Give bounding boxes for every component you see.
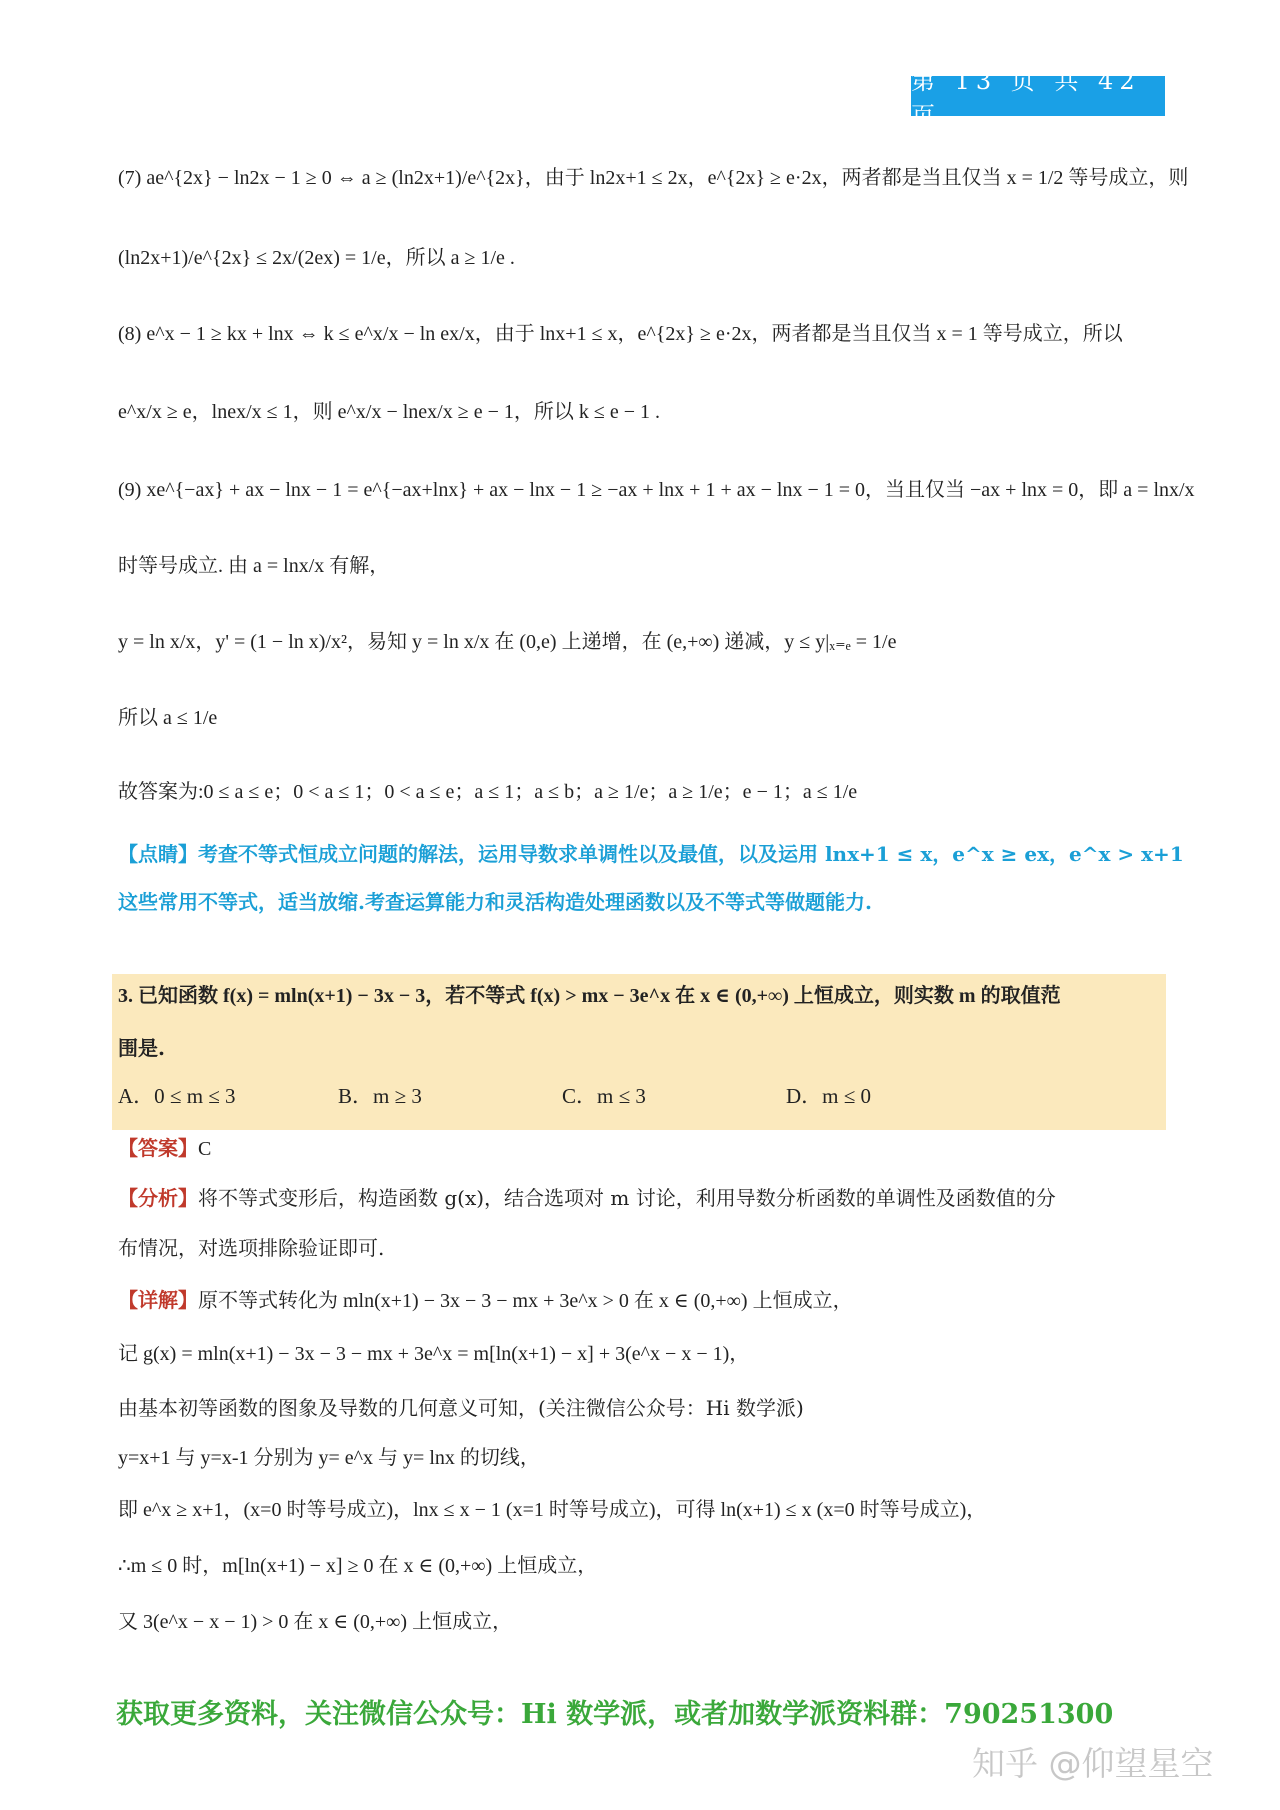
option-b: B．m ≥ 3 <box>338 1084 422 1108</box>
solution-line-9: (9) xe^{−ax} + ax − lnx − 1 = e^{−ax+lnx} + ax − lnx − 1 ≥ −ax + lnx + 1 + ax − lnx − 1 = 0，当且仅当 −ax + lnx = 0，即 a = lnx/x <box>118 479 1195 501</box>
detail-line-6: ∴m ≤ 0 时，m[ln(x+1) − x] ≥ 0 在 x ∈ (0,+∞) 上恒成立， <box>118 1555 598 1577</box>
detail-line-5: 即 e^x ≥ x+1，(x=0 时等号成立)，lnx ≤ x − 1 (x=1 时等号成立)，可得 ln(x+1) ≤ x (x=0 时等号成立)， <box>118 1499 987 1521</box>
page-number-badge: 第 13 页 共 42 页 <box>911 76 1165 116</box>
detail-line-2: 记 g(x) = mln(x+1) − 3x − 3 − mx + 3e^x = m[ln(x+1) − x] + 3(e^x − x − 1)， <box>118 1343 750 1365</box>
option-d: D．m ≤ 0 <box>786 1084 872 1108</box>
option-c: C．m ≤ 3 <box>562 1084 646 1108</box>
analysis-text-cont: 布情况，对选项排除验证即可. <box>118 1236 385 1260</box>
answer-label: 【答案】 <box>118 1136 198 1160</box>
key-point-note: 【点睛】考查不等式恒成立问题的解法，运用导数求单调性以及最值，以及运用 lnx+1 ≤ x，e^x ≥ ex，e^x > x+1 <box>118 842 1184 866</box>
detail-label: 【详解】 <box>118 1288 198 1312</box>
answer-summary: 故答案为:0 ≤ a ≤ e；0 < a ≤ 1；0 < a ≤ e；a ≤ 1；a ≤ b；a ≥ 1/e；a ≥ 1/e；e − 1；a ≤ 1/e <box>118 781 858 803</box>
question-3-stem-cont: 围是. <box>118 1036 165 1060</box>
analysis-label: 【分析】 <box>118 1186 198 1210</box>
detail-line-3: 由基本初等函数的图象及导数的几何意义可知，(关注微信公众号：Hi 数学派) <box>118 1396 804 1420</box>
solution-line-7: (7) ae^{2x} − ln2x − 1 ≥ 0 ⇔ a ≥ (ln2x+1)/e^{2x}，由于 ln2x+1 ≤ 2x，e^{2x} ≥ e·2x，两者都是当且仅当 x = 1/2 等号成立，则 <box>118 167 1189 189</box>
detail-line-7: 又 3(e^x − x − 1) > 0 在 x ∈ (0,+∞) 上恒成立， <box>118 1611 513 1633</box>
solution-line-8-cont: e^x/x ≥ e，lnex/x ≤ 1，则 e^x/x − lnex/x ≥ e − 1，所以 k ≤ e − 1 . <box>118 401 660 423</box>
detail-text: 原不等式转化为 mln(x+1) − 3x − 3 − mx + 3e^x > 0 在 x ∈ (0,+∞) 上恒成立， <box>198 1290 853 1312</box>
answer-value: C <box>198 1138 212 1160</box>
answer-row <box>118 1134 211 1163</box>
analysis-text: 将不等式变形后，构造函数 g(x)，结合选项对 m 讨论，利用导数分析函数的单调性及函数值的分 <box>198 1186 1056 1210</box>
watermark: 知乎 @仰望星空 <box>972 1744 1214 1783</box>
analysis-row <box>118 1184 1056 1212</box>
derivative-line: y = ln x/x，y' = (1 − ln x)/x²，易知 y = ln x/x 在 (0,e) 上递增，在 (e,+∞) 递减，y ≤ y|ₓ₌ₑ = 1/e <box>118 631 897 653</box>
detail-line-4: y=x+1 与 y=x-1 分别为 y= e^x 与 y= lnx 的切线， <box>118 1447 540 1469</box>
footer-promo: 获取更多资料，关注微信公众号：Hi 数学派，或者加数学派资料群：790251300 <box>116 1699 1114 1730</box>
option-a: A．0 ≤ m ≤ 3 <box>118 1084 236 1108</box>
solution-line-7-cont: (ln2x+1)/e^{2x} ≤ 2x/(2ex) = 1/e，所以 a ≥ 1/e . <box>118 247 515 269</box>
question-3-stem: 3. 已知函数 f(x) = mln(x+1) − 3x − 3，若不等式 f(x) > mx − 3e^x 在 x ∈ (0,+∞) 上恒成立，则实数 m 的取值范 <box>118 985 1061 1007</box>
conclusion-line: 所以 a ≤ 1/e <box>118 707 218 729</box>
detail-row <box>118 1286 853 1315</box>
key-point-note-cont: 这些常用不等式，适当放缩.考查运算能力和灵活构造处理函数以及不等式等做题能力. <box>118 890 872 914</box>
solution-line-8: (8) e^x − 1 ≥ kx + lnx ⇔ k ≤ e^x/x − ln ex/x，由于 lnx+1 ≤ x，e^{2x} ≥ e·2x，两者都是当且仅当 x = 1 等号成立，所以 <box>118 323 1123 345</box>
solution-line-9-cont: 时等号成立. 由 a = lnx/x 有解， <box>118 555 390 577</box>
